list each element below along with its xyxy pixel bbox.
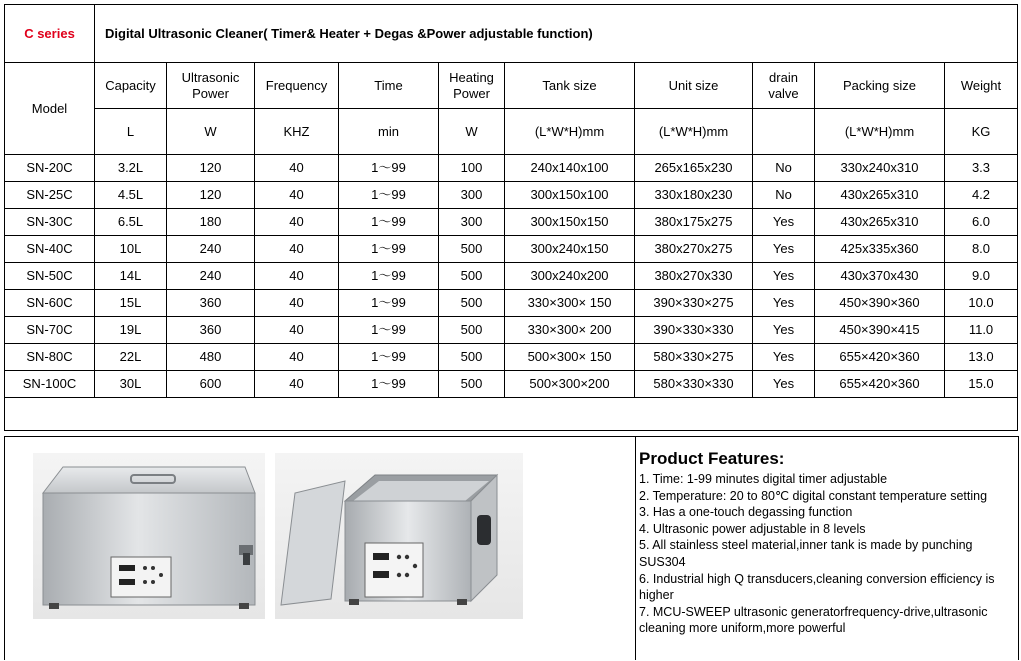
header-weight: Weight [945, 63, 1018, 109]
feature-item: 4. Ultrasonic power adjustable in 8 levels [639, 521, 866, 536]
cell-ultrasonic-power: 120 [167, 182, 255, 209]
spec-table [4, 4, 1018, 431]
features-heading: Product Features: [639, 449, 785, 468]
cleaner-photo-open [275, 453, 523, 619]
cell-tank-size: 500×300×200 [505, 371, 635, 398]
cell-capacity: 19L [95, 317, 167, 344]
cell-unit-size: 580×330×275 [635, 344, 753, 371]
cell-time: 1～99 [339, 344, 439, 371]
cell-tank-size: 300x240x150 [505, 236, 635, 263]
cell-unit-size: 580×330×330 [635, 371, 753, 398]
header-ultrasonic-power: Ultrasonic Power [167, 63, 255, 109]
cell-model: SN-20C [5, 155, 95, 182]
cell-time: 1～99 [339, 317, 439, 344]
cell-capacity: 3.2L [95, 155, 167, 182]
feature-item: 1. Time: 1-99 minutes digital timer adjustable [639, 472, 888, 486]
cell-tank-size: 240x140x100 [505, 155, 635, 182]
feature-item: 3. Has a one-touch degassing function [639, 505, 853, 520]
header-unit-size: Unit size [635, 63, 753, 109]
cell-model: SN-60C [5, 290, 95, 317]
cell-frequency: 40 [255, 182, 339, 209]
blank-row [5, 398, 1018, 431]
cell-weight: 8.0 [945, 236, 1018, 263]
cell-time: 1～99 [339, 182, 439, 209]
cell-tank-size: 300x240x200 [505, 263, 635, 290]
cell-drain-valve: No [753, 155, 815, 182]
table-row [5, 290, 1018, 317]
cell-frequency: 40 [255, 344, 339, 371]
unit-tank-size: (L*W*H)mm [505, 109, 635, 155]
table-row [5, 182, 1018, 209]
cell-unit-size: 380x270x330 [635, 263, 753, 290]
cell-unit-size: 265x165x230 [635, 155, 753, 182]
cell-time: 1～99 [339, 263, 439, 290]
cell-time: 1～99 [339, 290, 439, 317]
cell-capacity: 6.5L [95, 209, 167, 236]
cell-capacity: 4.5L [95, 182, 167, 209]
cell-model: SN-30C [5, 209, 95, 236]
cell-capacity: 10L [95, 236, 167, 263]
unit-packing-size: (L*W*H)mm [815, 109, 945, 155]
unit-weight: KG [945, 109, 1018, 155]
cell-heating-power: 300 [439, 209, 505, 236]
product-features [639, 449, 1017, 637]
header-packing-size: Packing size [815, 63, 945, 109]
cell-unit-size: 380x270x275 [635, 236, 753, 263]
feature-item: 6. Industrial high Q transducers,cleaning conversion efficiency is higher [639, 571, 995, 603]
cell-unit-size: 380x175x275 [635, 209, 753, 236]
cell-tank-size: 300x150x150 [505, 209, 635, 236]
cell-model: SN-100C [5, 371, 95, 398]
cell-ultrasonic-power: 240 [167, 236, 255, 263]
cell-drain-valve: Yes [753, 371, 815, 398]
cell-unit-size: 390×330×330 [635, 317, 753, 344]
cell-frequency: 40 [255, 236, 339, 263]
cell-heating-power: 500 [439, 236, 505, 263]
table-row [5, 371, 1018, 398]
cell-drain-valve: Yes [753, 290, 815, 317]
cell-heating-power: 500 [439, 317, 505, 344]
table-row [5, 209, 1018, 236]
cell-heating-power: 500 [439, 263, 505, 290]
cell-weight: 11.0 [945, 317, 1018, 344]
cell-ultrasonic-power: 360 [167, 317, 255, 344]
cell-capacity: 15L [95, 290, 167, 317]
series-label: C series [5, 5, 95, 63]
cell-drain-valve: No [753, 182, 815, 209]
table-body [5, 155, 1018, 398]
cell-heating-power: 300 [439, 182, 505, 209]
cell-frequency: 40 [255, 209, 339, 236]
cell-heating-power: 500 [439, 371, 505, 398]
cell-drain-valve: Yes [753, 236, 815, 263]
cell-tank-size: 500×300× 150 [505, 344, 635, 371]
unit-ultrasonic-power: W [167, 109, 255, 155]
cell-time: 1～99 [339, 371, 439, 398]
cell-frequency: 40 [255, 290, 339, 317]
cell-model: SN-50C [5, 263, 95, 290]
cell-weight: 15.0 [945, 371, 1018, 398]
cell-ultrasonic-power: 240 [167, 263, 255, 290]
cell-packing-size: 330x240x310 [815, 155, 945, 182]
cell-model: SN-25C [5, 182, 95, 209]
cell-weight: 3.3 [945, 155, 1018, 182]
cell-tank-size: 330×300× 200 [505, 317, 635, 344]
cell-drain-valve: Yes [753, 263, 815, 290]
cell-packing-size: 655×420×360 [815, 344, 945, 371]
cell-frequency: 40 [255, 263, 339, 290]
cell-drain-valve: Yes [753, 344, 815, 371]
cell-weight: 9.0 [945, 263, 1018, 290]
cell-heating-power: 500 [439, 344, 505, 371]
cell-model: SN-70C [5, 317, 95, 344]
cell-tank-size: 330×300× 150 [505, 290, 635, 317]
cell-weight: 10.0 [945, 290, 1018, 317]
cleaner-photo-closed [33, 453, 265, 619]
header-capacity: Capacity [95, 63, 167, 109]
cell-time: 1～99 [339, 236, 439, 263]
unit-capacity: L [95, 109, 167, 155]
cell-weight: 13.0 [945, 344, 1018, 371]
cell-packing-size: 425x335x360 [815, 236, 945, 263]
cell-heating-power: 500 [439, 290, 505, 317]
cell-drain-valve: Yes [753, 209, 815, 236]
cell-packing-size: 430x265x310 [815, 182, 945, 209]
cell-ultrasonic-power: 480 [167, 344, 255, 371]
table-row [5, 236, 1018, 263]
table-row [5, 263, 1018, 290]
header-drain-valve: drain valve [753, 63, 815, 109]
header-frequency: Frequency [255, 63, 339, 109]
header-model: Model [5, 63, 95, 155]
cell-frequency: 40 [255, 155, 339, 182]
cell-packing-size: 655×420×360 [815, 371, 945, 398]
unit-drain-valve [753, 109, 815, 155]
header-time: Time [339, 63, 439, 109]
cell-packing-size: 430x370x430 [815, 263, 945, 290]
cell-capacity: 22L [95, 344, 167, 371]
cell-weight: 6.0 [945, 209, 1018, 236]
table-row [5, 344, 1018, 371]
unit-unit-size: (L*W*H)mm [635, 109, 753, 155]
table-row [5, 155, 1018, 182]
cell-capacity: 14L [95, 263, 167, 290]
cell-packing-size: 450×390×415 [815, 317, 945, 344]
cell-time: 1～99 [339, 155, 439, 182]
table-title: Digital Ultrasonic Cleaner( Timer& Heater + Degas &Power adjustable function) [95, 5, 1018, 63]
cell-time: 1～99 [339, 209, 439, 236]
unit-frequency: KHZ [255, 109, 339, 155]
cell-heating-power: 100 [439, 155, 505, 182]
cell-unit-size: 390×330×275 [635, 290, 753, 317]
cell-ultrasonic-power: 180 [167, 209, 255, 236]
section-divider [635, 437, 636, 660]
cell-unit-size: 330x180x230 [635, 182, 753, 209]
feature-item: 7. MCU-SWEEP ultrasonic generatorfrequency-drive,ultrasonic cleaning more uniform,more powerful [639, 604, 988, 636]
cell-packing-size: 430x265x310 [815, 209, 945, 236]
product-section [4, 436, 1019, 660]
feature-item: 5. All stainless steel material,inner tank is made by punching SUS304 [639, 538, 973, 569]
cell-capacity: 30L [95, 371, 167, 398]
cell-weight: 4.2 [945, 182, 1018, 209]
cell-frequency: 40 [255, 371, 339, 398]
cell-frequency: 40 [255, 317, 339, 344]
cell-ultrasonic-power: 120 [167, 155, 255, 182]
header-heating-power: Heating Power [439, 63, 505, 109]
cell-tank-size: 300x150x100 [505, 182, 635, 209]
header-tank-size: Tank size [505, 63, 635, 109]
feature-item: 2. Temperature: 20 to 80℃ digital constant temperature setting [639, 488, 988, 503]
cell-ultrasonic-power: 360 [167, 290, 255, 317]
cell-packing-size: 450×390×360 [815, 290, 945, 317]
cell-model: SN-40C [5, 236, 95, 263]
unit-time: min [339, 109, 439, 155]
cell-drain-valve: Yes [753, 317, 815, 344]
cell-ultrasonic-power: 600 [167, 371, 255, 398]
table-row [5, 317, 1018, 344]
cell-model: SN-80C [5, 344, 95, 371]
unit-heating-power: W [439, 109, 505, 155]
